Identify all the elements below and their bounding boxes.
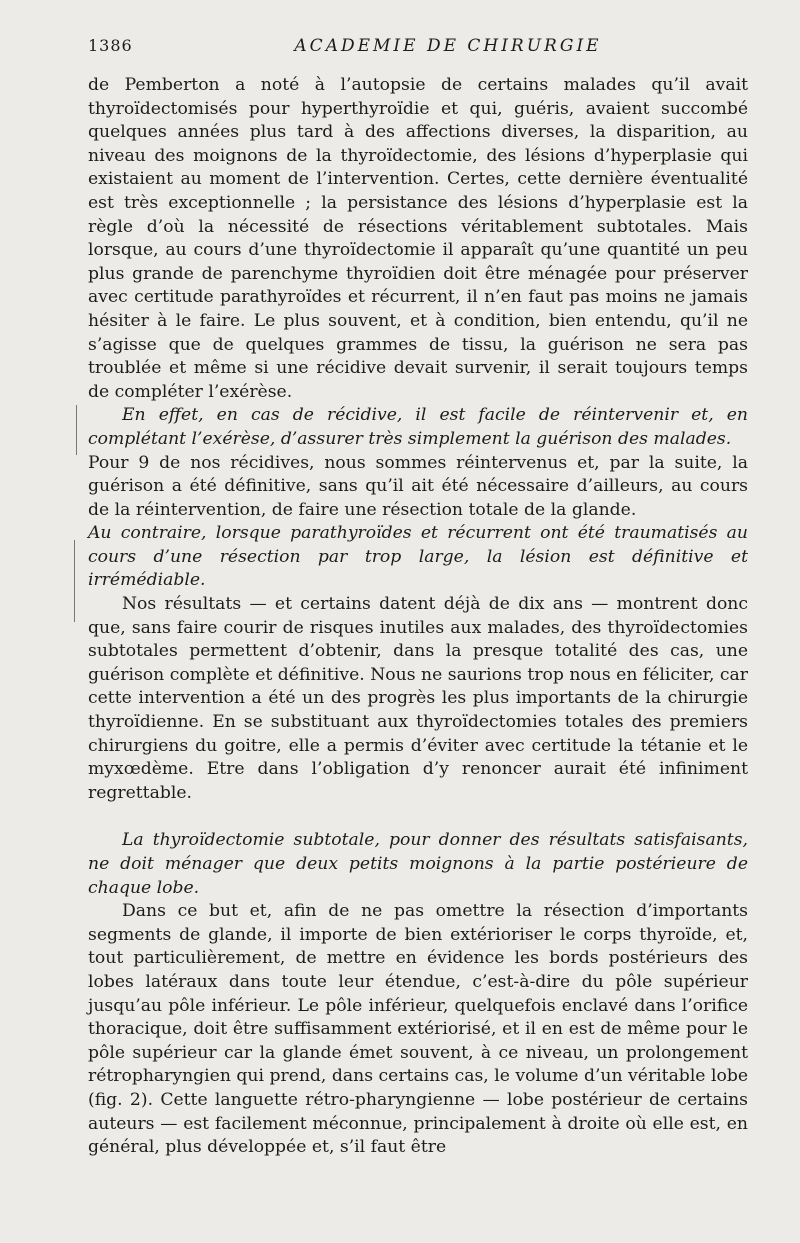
paragraph-reinterventions: Pour 9 de nos récidives, nous sommes réintervenus et, par la suite, la guérison a été définitive, sans qu’il ait été nécessaire d’ailleurs, au cours de la réintervention, de faire une résection totale de la glande. <box>88 452 748 520</box>
page-number: 1386 <box>88 36 133 55</box>
margin-annotation-mark <box>74 540 75 622</box>
paragraph-spacer <box>88 805 748 829</box>
paragraph-irremediable-italic: Au contraire, lorsque parathyroïdes et récurrent ont été traumatisés au cours d’une résection par trop large, la lésion est définitive et irrémédiable. <box>88 523 748 591</box>
paragraph-resultats: Nos résultats — et certains datent déjà de dix ans — montrent donc que, sans faire courir de risques inutiles aux malades, des thyroïdectomies subtotales permettent d’obtenir, dans la presque totalité des cas, une guérison complète et définitive. Nous ne saurions trop nous en féliciter, car cette intervention a été un des progrès les plus importants de la chirurgie thyroïdienne. En se substituant aux thyroïdectomies totales des premiers chirurgiens du goitre, elle a permis d’éviter avec certitude la tétanie et le myxœdème. Etre dans l’obligation d’y renoncer aurait été infiniment regrettable. <box>88 594 748 803</box>
running-title: ACADEMIE DE CHIRURGIE <box>294 36 602 56</box>
paragraph-subtotale-italic: La thyroïdectomie subtotale, pour donner des résultats satisfaisants, ne doit ménager que deux petits moignons à la partie postérieure de chaque lobe. <box>88 830 748 898</box>
page-header <box>88 36 748 62</box>
paragraph-pemberton: de Pemberton a noté à l’autopsie de certains malades qu’il avait thyroïdectomisés pour hyperthyroïdie et qui, guéris, avaient succombé quelques années plus tard à des affections diverses, la disparition, au niveau des moignons de la thyroïdectomie, des lésions d’hyperplasie qui existaient au moment de l’intervention. Certes, cette dernière éventualité est très exceptionnelle ; la persistance des lésions d’hyperplasie est la règle d’où la nécessité de résections véritablement subtotales. Mais lorsque, au cours d’une thyroïdectomie il apparaît qu’une quantité un peu plus grande de parenchyme thyroïdien doit être ménagée pour préserver avec certitude parathyroïdes et récurrent, il n’en faut pas moins ne jamais hésiter à le faire. Le plus souvent, et à condition, bien entendu, qu’il ne s’agisse que de quelques grammes de tissu, la guérison ne sera pas troublée et même si une récidive devait survenir, il serait toujours temps de compléter l’exérèse. <box>88 75 748 402</box>
body-text <box>88 74 748 1160</box>
paragraph-recidive-italic: En effet, en cas de récidive, il est facile de réintervenir et, en complétant l’exérèse, d’assurer très simplement la guérison des malades. <box>88 405 748 449</box>
paragraph-technique: Dans ce but et, afin de ne pas omettre la résection d’importants segments de glande, il importe de bien extérioriser le corps thyroïde, et, tout particulièrement, de mettre en évidence les bords postérieurs des lobes latéraux dans toute leur étendue, c’est-à-dire du pôle supérieur jusqu’au pôle inférieur. Le pôle inférieur, quelquefois enclavé dans l’orifice thoracique, doit être suffisamment extériorisé, et il en est de même pour le pôle supérieur car la glande émet souvent, à ce niveau, un prolongement rétropharyngien qui prend, dans certains cas, le volume d’un véritable lobe (fig. 2). Cette languette rétro-pharyngienne — lobe postérieur de certains auteurs — est facilement méconnue, principalement à droite où elle est, en général, plus développée et, s’il faut être <box>88 901 748 1158</box>
margin-annotation-mark <box>76 405 77 455</box>
